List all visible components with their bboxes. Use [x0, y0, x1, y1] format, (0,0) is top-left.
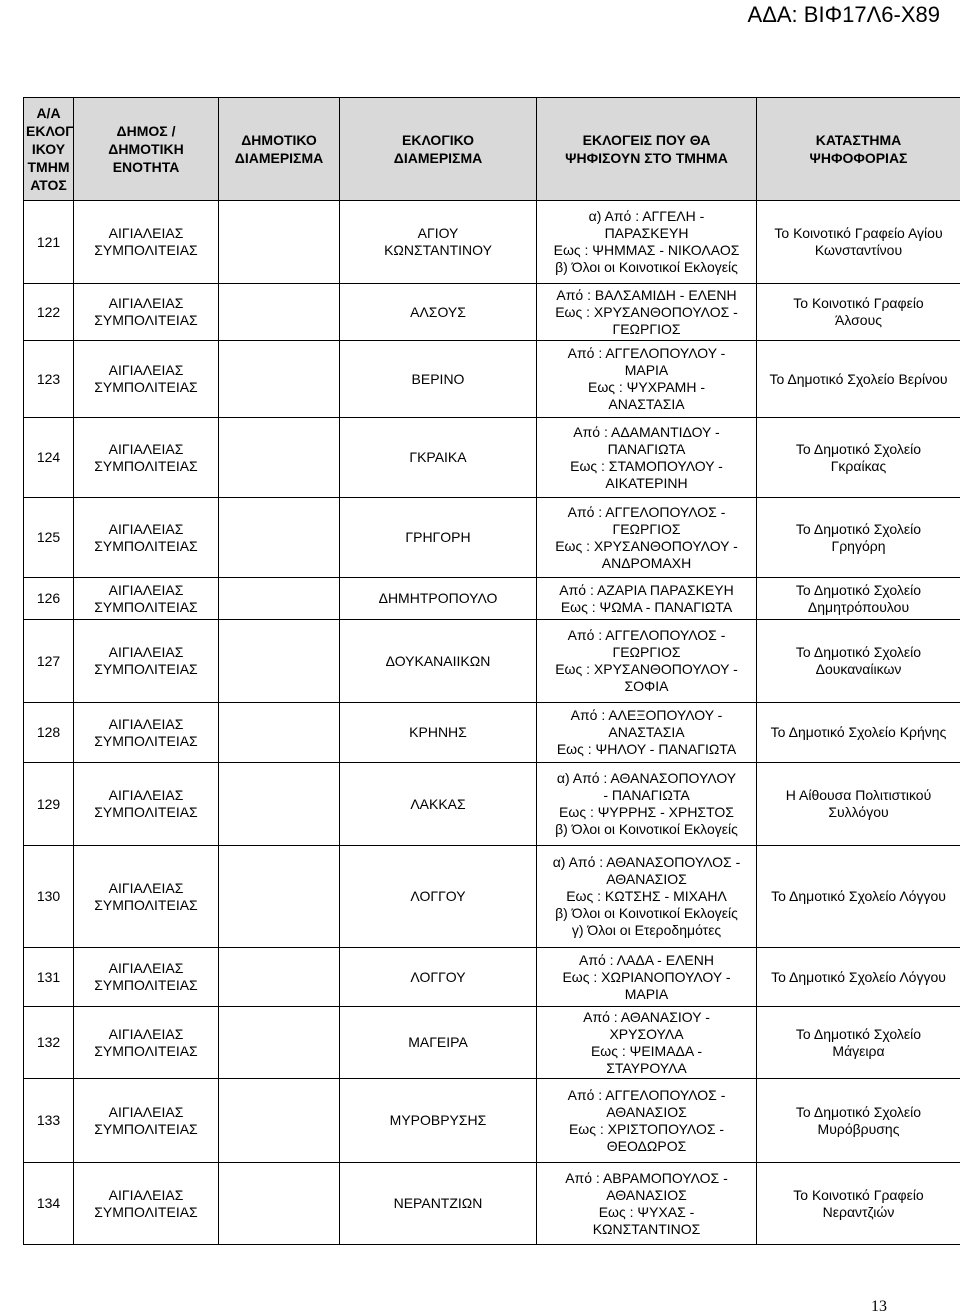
- cell-dimotiko: [219, 948, 340, 1007]
- cell-text-eklogiko: ΝΕΡΑΝΤΖΙΩΝ: [394, 1195, 483, 1211]
- cell-katastima: [757, 201, 960, 284]
- cell-text-ekloges: Από : ΛΑΔΑ - ΕΛΕΝΗ Εως : ΧΩΡΙΑΝΟΠΟΥΛΟΥ - ΜΑΡΙΑ: [562, 952, 730, 1002]
- cell-katastima: [757, 846, 960, 948]
- cell-aa: [24, 846, 74, 948]
- cell-text-dimos: ΑΙΓΙΑΛΕΙΑΣ ΣΥΜΠΟΛΙΤΕΙΑΣ: [94, 644, 197, 677]
- cell-text-ekloges: Από : ΑΓΓΕΛΟΠΟΥΛΟΣ - ΑΘΑΝΑΣΙΟΣ Εως : ΧΡΙΣΤΟΠΟΥΛΟΣ - ΘΕΟΔΩΡΟΣ: [568, 1087, 726, 1154]
- cell-text-eklogiko: ΜΥΡΟΒΡΥΣΗΣ: [390, 1112, 487, 1128]
- cell-dimotiko: [219, 703, 340, 763]
- cell-text-eklogiko: ΒΕΡΙΝΟ: [412, 371, 465, 387]
- cell-text-aa: 128: [37, 724, 60, 740]
- cell-text-katastima: Το Δημοτικό Σχολείο Γρηγόρη: [796, 521, 921, 554]
- cell-text-katastima: Το Δημοτικό Σχολείο Βερίνου: [769, 371, 947, 387]
- cell-ekloges: [537, 578, 757, 620]
- cell-ekloges: [537, 763, 757, 846]
- cell-text-katastima: Το Δημοτικό Σχολείο Κρήνης: [771, 724, 947, 740]
- cell-ekloges: [537, 703, 757, 763]
- cell-dimotiko: [219, 763, 340, 846]
- cell-text-ekloges: Από : ΑΓΓΕΛΟΠΟΥΛΟΣ - ΓΕΩΡΓΙΟΣ Εως : ΧΡΥΣΑΝΘΟΠΟΥΛΟΥ - ΑΝΔΡΟΜΑΧΗ: [555, 504, 738, 571]
- cell-katastima: [757, 1163, 960, 1245]
- cell-text-eklogiko: ΜΑΓΕΙΡΑ: [408, 1034, 468, 1050]
- cell-text-katastima: Το Δημοτικό Σχολείο Λόγγου: [771, 888, 946, 904]
- cell-text-dimos: ΑΙΓΙΑΛΕΙΑΣ ΣΥΜΠΟΛΙΤΕΙΑΣ: [94, 362, 197, 395]
- cell-katastima: [757, 763, 960, 846]
- cell-text-eklogiko: ΑΓΙΟΥ ΚΩΝΣΤΑΝΤΙΝΟΥ: [384, 225, 492, 258]
- cell-ekloges: [537, 620, 757, 703]
- cell-eklogiko: [340, 846, 537, 948]
- cell-text-dimos: ΑΙΓΙΑΛΕΙΑΣ ΣΥΜΠΟΛΙΤΕΙΑΣ: [94, 225, 197, 258]
- cell-katastima: [757, 1007, 960, 1079]
- cell-text-aa: 124: [37, 449, 60, 465]
- cell-dimos: [74, 498, 219, 578]
- cell-text-dimos: ΑΙΓΙΑΛΕΙΑΣ ΣΥΜΠΟΛΙΤΕΙΑΣ: [94, 880, 197, 913]
- cell-eklogiko: [340, 418, 537, 498]
- col-header-ekloges: ΕΚΛΟΓΕΙΣ ΠΟΥ ΘΑ ΨΗΦΙΣΟΥΝ ΣΤΟ ΤΜΗΜΑ: [537, 98, 757, 201]
- cell-aa: [24, 620, 74, 703]
- cell-text-katastima: Το Δημοτικό Σχολείο Γκραίκας: [796, 441, 921, 474]
- cell-dimotiko: [219, 201, 340, 284]
- cell-eklogiko: [340, 1163, 537, 1245]
- cell-text-ekloges: α) Από : ΑΘΑΝΑΣΟΠΟΥΛΟΥ - ΠΑΝΑΓΙΩΤΑ Εως : ΨΥΡΡΗΣ - ΧΡΗΣΤΟΣ β) Όλοι οι Κοινοτικοί Εκλογείς: [555, 770, 738, 837]
- cell-eklogiko: [340, 341, 537, 418]
- cell-dimos: [74, 1163, 219, 1245]
- table-row: [24, 763, 960, 846]
- cell-aa: [24, 418, 74, 498]
- table-row: [24, 578, 960, 620]
- cell-eklogiko: [340, 763, 537, 846]
- cell-dimotiko: [219, 284, 340, 341]
- cell-text-eklogiko: ΔΗΜΗΤΡΟΠΟΥΛΟ: [379, 590, 498, 606]
- cell-text-ekloges: Από : ΒΑΛΣΑΜΙΔΗ - ΕΛΕΝΗ Εως : ΧΡΥΣΑΝΘΟΠΟΥΛΟΣ - ΓΕΩΡΓΙΟΣ: [555, 287, 738, 337]
- col-header-dimotiko: ΔΗΜΟΤΙΚΟ ΔΙΑΜΕΡΙΣΜΑ: [219, 98, 340, 201]
- cell-text-ekloges: α) Από : ΑΓΓΕΛΗ - ΠΑΡΑΣΚΕΥΗ Εως : ΨΗΜΜΑΣ - ΝΙΚΟΛΑΟΣ β) Όλοι οι Κοινοτικοί Εκλογείς: [554, 208, 740, 275]
- cell-aa: [24, 1007, 74, 1079]
- page-number: 13: [871, 1298, 887, 1316]
- cell-ekloges: [537, 846, 757, 948]
- cell-eklogiko: [340, 498, 537, 578]
- cell-aa: [24, 1163, 74, 1245]
- cell-ekloges: [537, 948, 757, 1007]
- cell-eklogiko: [340, 284, 537, 341]
- table-header-row: [24, 98, 960, 201]
- cell-dimos: [74, 620, 219, 703]
- cell-aa: [24, 201, 74, 284]
- table-row: [24, 703, 960, 763]
- cell-katastima: [757, 1079, 960, 1163]
- cell-dimos: [74, 284, 219, 341]
- cell-aa: [24, 948, 74, 1007]
- cell-dimotiko: [219, 341, 340, 418]
- cell-text-aa: 133: [37, 1112, 60, 1128]
- col-header-aa: Α/Α ΕΚΛΟΓ ΙΚΟΥ ΤΜΗΜ ΑΤΟΣ: [24, 98, 74, 201]
- table-row: [24, 498, 960, 578]
- cell-text-ekloges: α) Από : ΑΘΑΝΑΣΟΠΟΥΛΟΣ - ΑΘΑΝΑΣΙΟΣ Εως : ΚΩΤΣΗΣ - ΜΙΧΑΗΛ β) Όλοι οι Κοινοτικοί Εκλογείς γ) Όλοι οι Ετεροδημότες: [553, 854, 741, 938]
- cell-text-ekloges: Από : ΑΔΑΜΑΝΤΙΔΟΥ - ΠΑΝΑΓΙΩΤΑ Εως : ΣΤΑΜΟΠΟΥΛΟΥ - ΑΙΚΑΤΕΡΙΝΗ: [570, 424, 723, 491]
- cell-dimotiko: [219, 1163, 340, 1245]
- cell-katastima: [757, 578, 960, 620]
- cell-dimos: [74, 763, 219, 846]
- cell-ekloges: [537, 284, 757, 341]
- table-row: [24, 620, 960, 703]
- cell-ekloges: [537, 498, 757, 578]
- cell-text-dimos: ΑΙΓΙΑΛΕΙΑΣ ΣΥΜΠΟΛΙΤΕΙΑΣ: [94, 1187, 197, 1220]
- cell-text-ekloges: Από : ΑΛΕΞΟΠΟΥΛΟΥ - ΑΝΑΣΤΑΣΙΑ Εως : ΨΗΛΟΥ - ΠΑΝΑΓΙΩΤΑ: [557, 707, 736, 757]
- cell-dimotiko: [219, 1007, 340, 1079]
- cell-text-eklogiko: ΔΟΥΚΑΝΑΙΙΚΩΝ: [386, 653, 491, 669]
- cell-text-katastima: Το Δημοτικό Σχολείο Μάγειρα: [796, 1026, 921, 1059]
- cell-dimotiko: [219, 846, 340, 948]
- cell-text-dimos: ΑΙΓΙΑΛΕΙΑΣ ΣΥΜΠΟΛΙΤΕΙΑΣ: [94, 716, 197, 749]
- cell-ekloges: [537, 341, 757, 418]
- cell-dimos: [74, 201, 219, 284]
- cell-aa: [24, 341, 74, 418]
- cell-dimotiko: [219, 418, 340, 498]
- cell-text-aa: 121: [37, 234, 60, 250]
- cell-aa: [24, 703, 74, 763]
- table-row: [24, 846, 960, 948]
- cell-katastima: [757, 284, 960, 341]
- cell-text-ekloges: Από : ΑΓΓΕΛΟΠΟΥΛΟΥ - ΜΑΡΙΑ Εως : ΨΥΧΡΑΜΗ - ΑΝΑΣΤΑΣΙΑ: [568, 345, 726, 412]
- cell-text-katastima: Το Δημοτικό Σχολείο Δουκαναίικων: [796, 644, 921, 677]
- cell-dimos: [74, 578, 219, 620]
- cell-dimos: [74, 1079, 219, 1163]
- cell-text-aa: 122: [37, 304, 60, 320]
- cell-text-aa: 132: [37, 1034, 60, 1050]
- cell-text-aa: 126: [37, 590, 60, 606]
- ada-code: ΑΔΑ: ΒΙΦ17Λ6-Χ89: [748, 2, 940, 28]
- cell-text-eklogiko: ΓΡΗΓΟΡΗ: [405, 529, 470, 545]
- cell-dimotiko: [219, 620, 340, 703]
- cell-dimos: [74, 1007, 219, 1079]
- cell-text-aa: 131: [37, 969, 60, 985]
- cell-aa: [24, 763, 74, 846]
- table-row: [24, 1163, 960, 1245]
- cell-text-eklogiko: ΛΑΚΚΑΣ: [410, 796, 465, 812]
- cell-text-katastima: Το Δημοτικό Σχολείο Δημητρόπουλου: [796, 582, 921, 615]
- col-header-dimos: ΔΗΜΟΣ / ΔΗΜΟΤΙΚΗ ΕΝΟΤΗΤΑ: [74, 98, 219, 201]
- cell-text-aa: 127: [37, 653, 60, 669]
- cell-dimos: [74, 341, 219, 418]
- cell-text-aa: 134: [37, 1195, 60, 1211]
- cell-text-dimos: ΑΙΓΙΑΛΕΙΑΣ ΣΥΜΠΟΛΙΤΕΙΑΣ: [94, 295, 197, 328]
- cell-ekloges: [537, 1007, 757, 1079]
- cell-text-katastima: Το Κοινοτικό Γραφείο Άλσους: [793, 295, 923, 328]
- table-row: [24, 284, 960, 341]
- cell-ekloges: [537, 418, 757, 498]
- col-header-katastima: ΚΑΤΑΣΤΗΜΑ ΨΗΦΟΦΟΡΙΑΣ: [757, 98, 960, 201]
- cell-dimotiko: [219, 498, 340, 578]
- cell-text-katastima: Το Δημοτικό Σχολείο Μυρόβρυσης: [796, 1104, 921, 1137]
- table-row: [24, 201, 960, 284]
- cell-katastima: [757, 703, 960, 763]
- cell-dimotiko: [219, 1079, 340, 1163]
- cell-katastima: [757, 341, 960, 418]
- table-row: [24, 341, 960, 418]
- cell-text-katastima: Το Δημοτικό Σχολείο Λόγγου: [771, 969, 946, 985]
- cell-eklogiko: [340, 703, 537, 763]
- table-row: [24, 1007, 960, 1079]
- cell-dimotiko: [219, 578, 340, 620]
- cell-eklogiko: [340, 620, 537, 703]
- cell-dimos: [74, 846, 219, 948]
- cell-text-dimos: ΑΙΓΙΑΛΕΙΑΣ ΣΥΜΠΟΛΙΤΕΙΑΣ: [94, 441, 197, 474]
- col-header-eklogiko: ΕΚΛΟΓΙΚΟ ΔΙΑΜΕΡΙΣΜΑ: [340, 98, 537, 201]
- cell-text-aa: 123: [37, 371, 60, 387]
- cell-aa: [24, 1079, 74, 1163]
- cell-dimos: [74, 703, 219, 763]
- cell-text-eklogiko: ΓΚΡΑΙΚΑ: [409, 449, 466, 465]
- cell-text-katastima: Το Κοινοτικό Γραφείο Νεραντζιών: [793, 1187, 923, 1220]
- cell-text-eklogiko: ΚΡΗΝΗΣ: [409, 724, 467, 740]
- cell-text-dimos: ΑΙΓΙΑΛΕΙΑΣ ΣΥΜΠΟΛΙΤΕΙΑΣ: [94, 1104, 197, 1137]
- cell-text-ekloges: Από : ΑΒΡΑΜΟΠΟΥΛΟΣ - ΑΘΑΝΑΣΙΟΣ Εως : ΨΥΧΑΣ - ΚΩΝΣΤΑΝΤΙΝΟΣ: [565, 1170, 728, 1237]
- cell-text-eklogiko: ΑΛΣΟΥΣ: [410, 304, 466, 320]
- cell-text-dimos: ΑΙΓΙΑΛΕΙΑΣ ΣΥΜΠΟΛΙΤΕΙΑΣ: [94, 1026, 197, 1059]
- cell-dimos: [74, 948, 219, 1007]
- table-row: [24, 1079, 960, 1163]
- cell-text-aa: 130: [37, 888, 60, 904]
- cell-text-eklogiko: ΛΟΓΓΟΥ: [410, 969, 465, 985]
- polling-stations-table: [23, 97, 960, 1245]
- cell-eklogiko: [340, 201, 537, 284]
- cell-aa: [24, 498, 74, 578]
- cell-katastima: [757, 498, 960, 578]
- cell-katastima: [757, 948, 960, 1007]
- cell-dimos: [74, 418, 219, 498]
- cell-aa: [24, 578, 74, 620]
- cell-ekloges: [537, 201, 757, 284]
- cell-eklogiko: [340, 1079, 537, 1163]
- cell-text-aa: 125: [37, 529, 60, 545]
- cell-katastima: [757, 418, 960, 498]
- cell-text-dimos: ΑΙΓΙΑΛΕΙΑΣ ΣΥΜΠΟΛΙΤΕΙΑΣ: [94, 787, 197, 820]
- table-row: [24, 948, 960, 1007]
- cell-text-ekloges: Από : ΑΓΓΕΛΟΠΟΥΛΟΣ - ΓΕΩΡΓΙΟΣ Εως : ΧΡΥΣΑΝΘΟΠΟΥΛΟΥ - ΣΟΦΙΑ: [555, 627, 738, 694]
- cell-ekloges: [537, 1079, 757, 1163]
- cell-eklogiko: [340, 1007, 537, 1079]
- cell-text-katastima: Η Αίθουσα Πολιτιστικού Συλλόγου: [786, 787, 931, 820]
- cell-text-dimos: ΑΙΓΙΑΛΕΙΑΣ ΣΥΜΠΟΛΙΤΕΙΑΣ: [94, 582, 197, 615]
- cell-text-ekloges: Από : ΑΖΑΡΙΑ ΠΑΡΑΣΚΕΥΗ Εως : ΨΩΜΑ - ΠΑΝΑΓΙΩΤΑ: [559, 582, 733, 615]
- cell-eklogiko: [340, 578, 537, 620]
- table-row: [24, 418, 960, 498]
- cell-katastima: [757, 620, 960, 703]
- cell-text-katastima: Το Κοινοτικό Γραφείο Αγίου Κωνσταντίνου: [774, 225, 942, 258]
- cell-eklogiko: [340, 948, 537, 1007]
- cell-text-ekloges: Από : ΑΘΑΝΑΣΙΟΥ - ΧΡΥΣΟΥΛΑ Εως : ΨΕΙΜΑΔΑ - ΣΤΑΥΡΟΥΛΑ: [583, 1009, 710, 1076]
- cell-text-dimos: ΑΙΓΙΑΛΕΙΑΣ ΣΥΜΠΟΛΙΤΕΙΑΣ: [94, 960, 197, 993]
- cell-aa: [24, 284, 74, 341]
- cell-text-eklogiko: ΛΟΓΓΟΥ: [410, 888, 465, 904]
- cell-text-dimos: ΑΙΓΙΑΛΕΙΑΣ ΣΥΜΠΟΛΙΤΕΙΑΣ: [94, 521, 197, 554]
- cell-ekloges: [537, 1163, 757, 1245]
- cell-text-aa: 129: [37, 796, 60, 812]
